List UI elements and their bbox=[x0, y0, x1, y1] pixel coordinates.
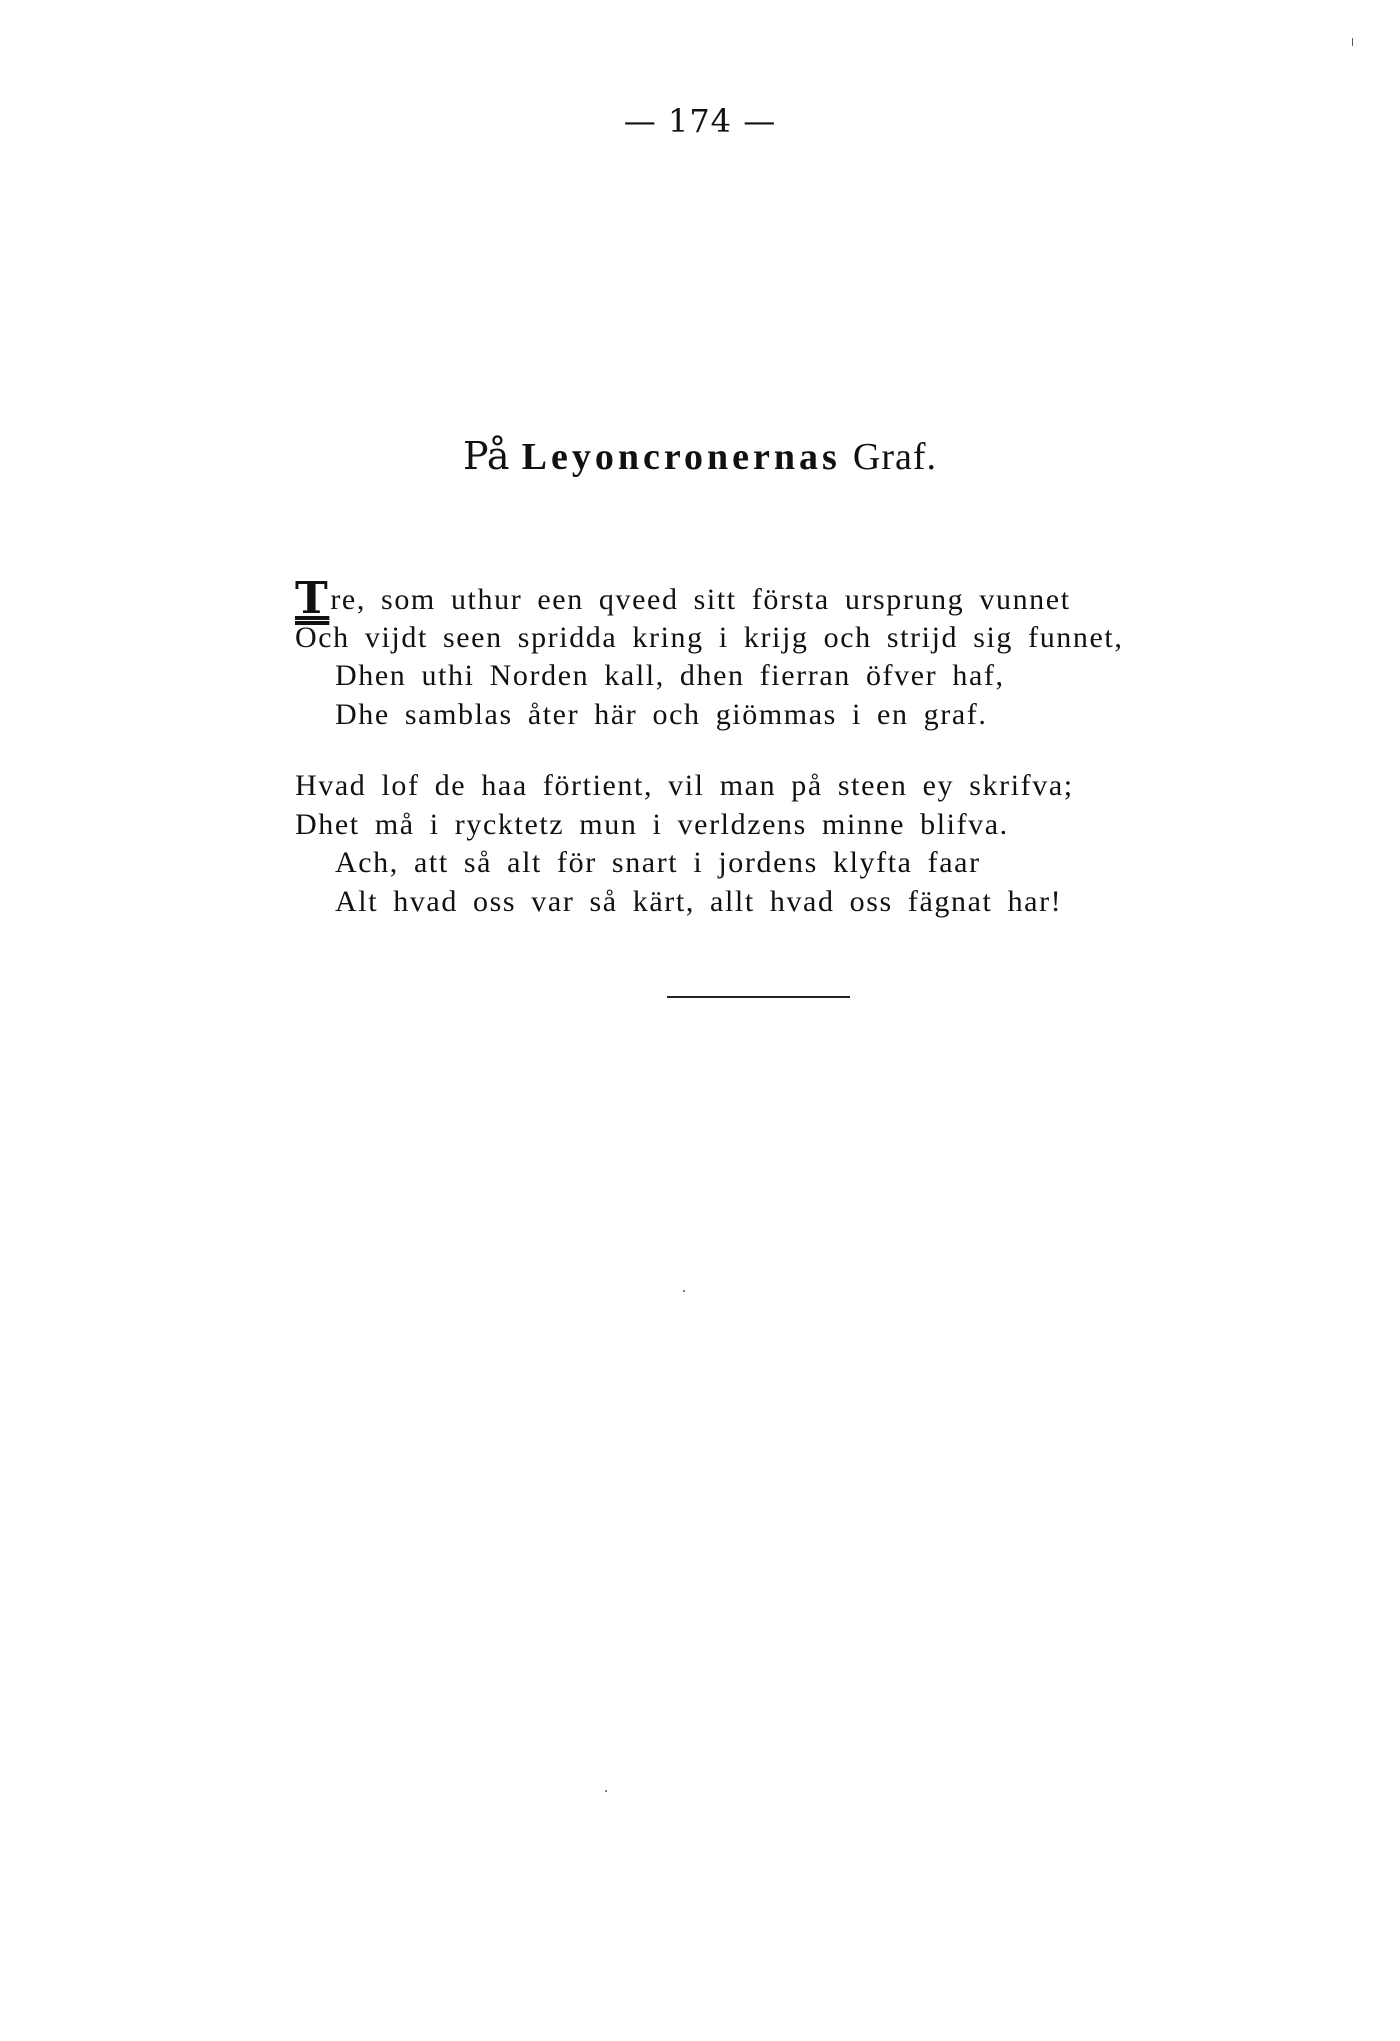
paper-speck bbox=[605, 1790, 607, 1792]
poem-title-part-3: Graf. bbox=[852, 436, 938, 478]
verse-line: Dhe samblas åter här och giömmas i en graf. bbox=[335, 697, 988, 731]
verse-line: Dhet må i rycktetz mun i verldzens minne blifva. bbox=[295, 807, 1009, 841]
verse-line: Ach, att så alt för snart i jordens klyfta faar bbox=[335, 846, 981, 879]
verse-line: Alt hvad oss var så kärt, allt hvad oss fägnat har! bbox=[335, 884, 1063, 918]
paper-speck bbox=[1352, 38, 1353, 46]
end-rule bbox=[667, 996, 850, 998]
verse-line-text: re, som uthur een qveed sitt första ursprung vunnet bbox=[330, 583, 1071, 616]
poem-title-part-1: På bbox=[462, 434, 510, 478]
stanza-2 bbox=[295, 767, 1255, 921]
poem-title-part-2: Leyoncronernas bbox=[521, 436, 841, 478]
paper-speck bbox=[683, 1290, 685, 1292]
drop-cap-initial: T bbox=[295, 573, 330, 624]
verse-line: Hvad lof de haa förtient, vil man på steen ey skrifva; bbox=[295, 769, 1074, 802]
page-number: — 174 — bbox=[623, 102, 777, 140]
stanza-1 bbox=[295, 573, 1255, 734]
verse-line: Och vijdt seen spridda kring i krijg och strijd sig funnet, bbox=[295, 620, 1124, 654]
verse-line: Dhen uthi Norden kall, dhen fierran öfver haf, bbox=[335, 659, 1005, 692]
poem-title bbox=[0, 434, 1400, 479]
verse-line bbox=[295, 573, 1255, 624]
